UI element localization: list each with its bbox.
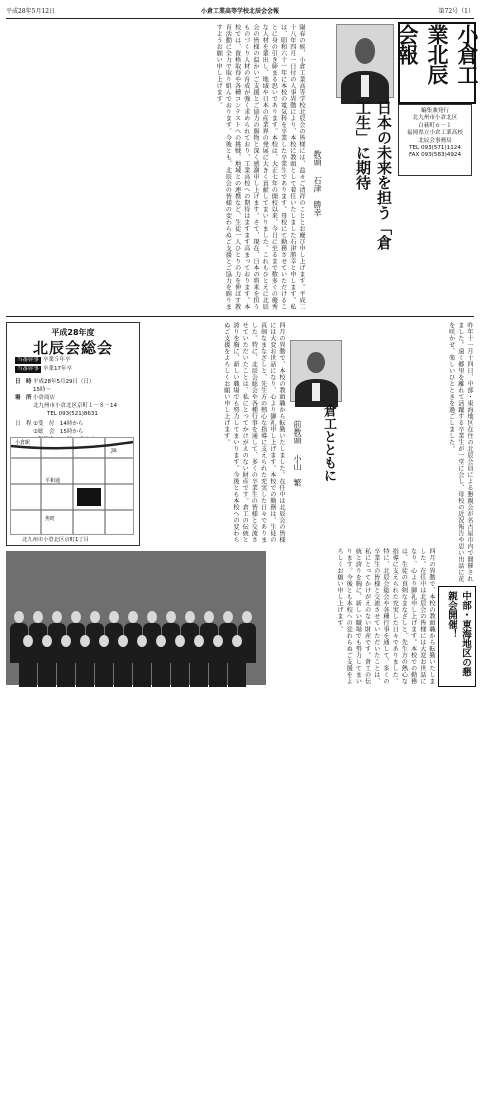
attendee-body [57, 647, 75, 687]
masthead [395, 22, 479, 104]
map-label: 小倉駅 [15, 440, 31, 446]
meeting-tel: TEL 093(521)8631 [47, 411, 98, 417]
venue-marker [77, 488, 101, 506]
attendee-head [80, 635, 90, 647]
lead-byline-name: 石津 勝幸 [313, 176, 322, 217]
schedule-item: ①受 付 14時から [33, 421, 84, 427]
duty-badge: 当番幹事 [17, 366, 40, 372]
map-caption: 北九州市小倉北区京町1丁目 [22, 537, 89, 543]
second-article-body: 四月の異動で、本校の教頭職から転勤いたしました。在任中は北辰会の皆様には大変お世話になり、心より御礼申し上げます。本校での勤務は、生徒の真剣なまなざしと、先生方の熱心な指導に支えられた充実した日々でありました。特に、北辰会総会や各種行事を通して、多くの卒業生の皆様と交流させていただいたことは、私にとってかけがえのない財産です。倉工の伝統と誇りを胸に、新しい職場でも努力してまいります。今後とも本校への変わらぬご支援をよろしくお願い申し上げます。 [222, 322, 285, 543]
lead-headline: 日本の未来を担う「倉工生」に期待 [354, 100, 393, 250]
meeting-address: 北九州市小倉北区京町１－８－14 [33, 403, 117, 409]
section-divider [6, 316, 474, 317]
attendee-head [23, 635, 33, 647]
attendee-head [242, 611, 252, 623]
third-article-body: 昨年十一月十四日、中部・東海地区在住の北辰会員による懇親会が名古屋市内で開催されました。遠く郷里を離れて活躍する卒業生が一堂に会し、母校の近況報告や思い出話に花を咲かせ、楽しいひとときを過ごしました。 [447, 322, 473, 582]
attendee-body [171, 647, 189, 687]
publisher-line: 白萩町６－１ [418, 122, 452, 129]
schedule-label: 日 程 [15, 421, 32, 427]
attendee-head [14, 611, 24, 623]
attendee-head [109, 611, 119, 623]
attendee-body [228, 647, 246, 687]
publisher-line: 北九州市小倉北区 [412, 115, 458, 122]
attendee-head [128, 611, 138, 623]
attendee-head [99, 635, 109, 647]
attendee-body [95, 647, 113, 687]
publisher-line: 編集兼発行 [421, 108, 449, 114]
meeting-time: 15時～ [33, 387, 51, 393]
second-article-body-cont: 四月の異動で、本校の教頭職から転勤いたしました。在任中は北辰会の皆様には大変お世話になり、心より御礼申し上げます。本校での勤務は、生徒の真剣なまなざしと、先生方の熱心な指導に支えられた充実した日々でありました。特に、北辰会総会や各種行事を通して、多くの卒業生の皆様と交流させていただいたことは、私にとってかけがえのない財産です。倉工の伝統と誇りを胸に、新しい職場でも努力してまいります。今後とも本校への変わらぬご支援をよろしくお願い申し上げます。 [335, 548, 435, 685]
second-byline-name: 小山 繁 [293, 454, 302, 487]
meeting-year: 平成28年度 [51, 328, 95, 337]
attendee-body [114, 647, 132, 687]
attendee-body [19, 647, 37, 687]
duty-badge: 当番幹事 [17, 357, 40, 363]
attendee-body [133, 647, 151, 687]
attendee-head [185, 611, 195, 623]
meeting-date: 日 時平成28年5月29日（日） [15, 379, 95, 385]
masthead-title: 小倉工業北辰会報 [395, 24, 479, 84]
attendee-head [156, 635, 166, 647]
attendee-head [118, 635, 128, 647]
lead-byline-role: 教頭 [313, 150, 322, 166]
duty-line: 当番幹事 卒業５年卒 [17, 357, 71, 363]
second-headline: 倉工とともに [321, 404, 336, 482]
page-header [6, 6, 474, 19]
map-label: 魚町 [45, 516, 56, 522]
publisher-line: 北辰会事務局 [418, 137, 452, 144]
duty-line: 当番幹事 卒業17年卒 [17, 366, 73, 372]
group-photo [6, 551, 266, 1110]
third-article-title: 中部・東海地区の懇親会開催！ [446, 591, 471, 677]
publication-name: 小倉工業高等学校北辰会会報 [200, 8, 279, 15]
publisher-line: 福岡県立小倉工業高校 [407, 130, 463, 137]
attendee-head [147, 611, 157, 623]
attendee-head [232, 635, 242, 647]
schedule-item: ②総 会 15時から [33, 429, 84, 435]
publisher-info [398, 104, 472, 176]
group-photo-caption: 平成27年度北辰会総会参加者の記念撮影 [22, 1104, 123, 1110]
attendee-head [166, 611, 176, 623]
attendee-body [76, 647, 94, 687]
attendee-body [152, 647, 170, 687]
meeting-title: 北辰会総会 [32, 339, 113, 357]
former-vice-principal-photo [290, 340, 342, 402]
attendee-body [190, 647, 208, 687]
attendee-head [61, 635, 71, 647]
attendee-head [213, 635, 223, 647]
attendee-head [71, 611, 81, 623]
publisher-line: FAX 093(583)4924 [408, 152, 462, 159]
attendee-head [204, 611, 214, 623]
attendee-head [52, 611, 62, 623]
publisher-line: TEL 093(571)1124 [409, 145, 461, 152]
second-byline [292, 420, 303, 540]
second-byline-role: 前教頭 [293, 420, 302, 444]
meeting-place: 場 所小倉商店 [15, 395, 56, 401]
lead-byline [312, 150, 323, 250]
vice-principal-photo [336, 24, 394, 98]
attendee-head [90, 611, 100, 623]
map-drawing [11, 438, 133, 534]
third-article-title-box [438, 586, 476, 687]
attendee-head [33, 611, 43, 623]
issue-number: 第72号（1） [438, 8, 474, 15]
attendee-head [194, 635, 204, 647]
map-label: 平和通 [45, 478, 61, 484]
attendee-body [38, 647, 56, 687]
attendee-head [175, 635, 185, 647]
venue-map [10, 437, 134, 535]
map-label: JR [111, 448, 117, 454]
issue-date: 平成28年5月12日 [6, 8, 56, 15]
attendee-head [223, 611, 233, 623]
attendee-head [42, 635, 52, 647]
attendee-head [137, 635, 147, 647]
lead-article-body: 陽春の候、小倉工業高等学校北辰会の皆様には、益々ご清祥のこととお慶び申し上げます。平成二十八年四月一日付の人事異動により、本校に教頭として着任いたしました石津勝幸と申します。私は、昭和六十一年に本校の電気科を卒業した卒業生であります。母校にて勤務させていただけることに身の引き締まる思いであります。本校は、大正七年の開校以来、今日に至るまで数多くの優秀な人材を輩出し、地域や日本の産業界の発展に大きく貢献してまいりました。これもひとえに北辰会の皆様の温かいご支援とご協力の賜物と深く感謝申し上げます。さて、現在、日本の将来を担うものづくり人材の育成が強く求められており、工業高校への期待はますます高まっております。本校では、資格取得や各種コンテストへの挑戦、地域との連携など、生徒一人ひとりの力を伸ばす教育活動に全力で取り組んでおります。今後とも、北辰会の皆様の変わらぬご支援とご協力を賜りますようお願い申し上げます。 [215, 24, 305, 310]
attendee-body [209, 647, 227, 687]
